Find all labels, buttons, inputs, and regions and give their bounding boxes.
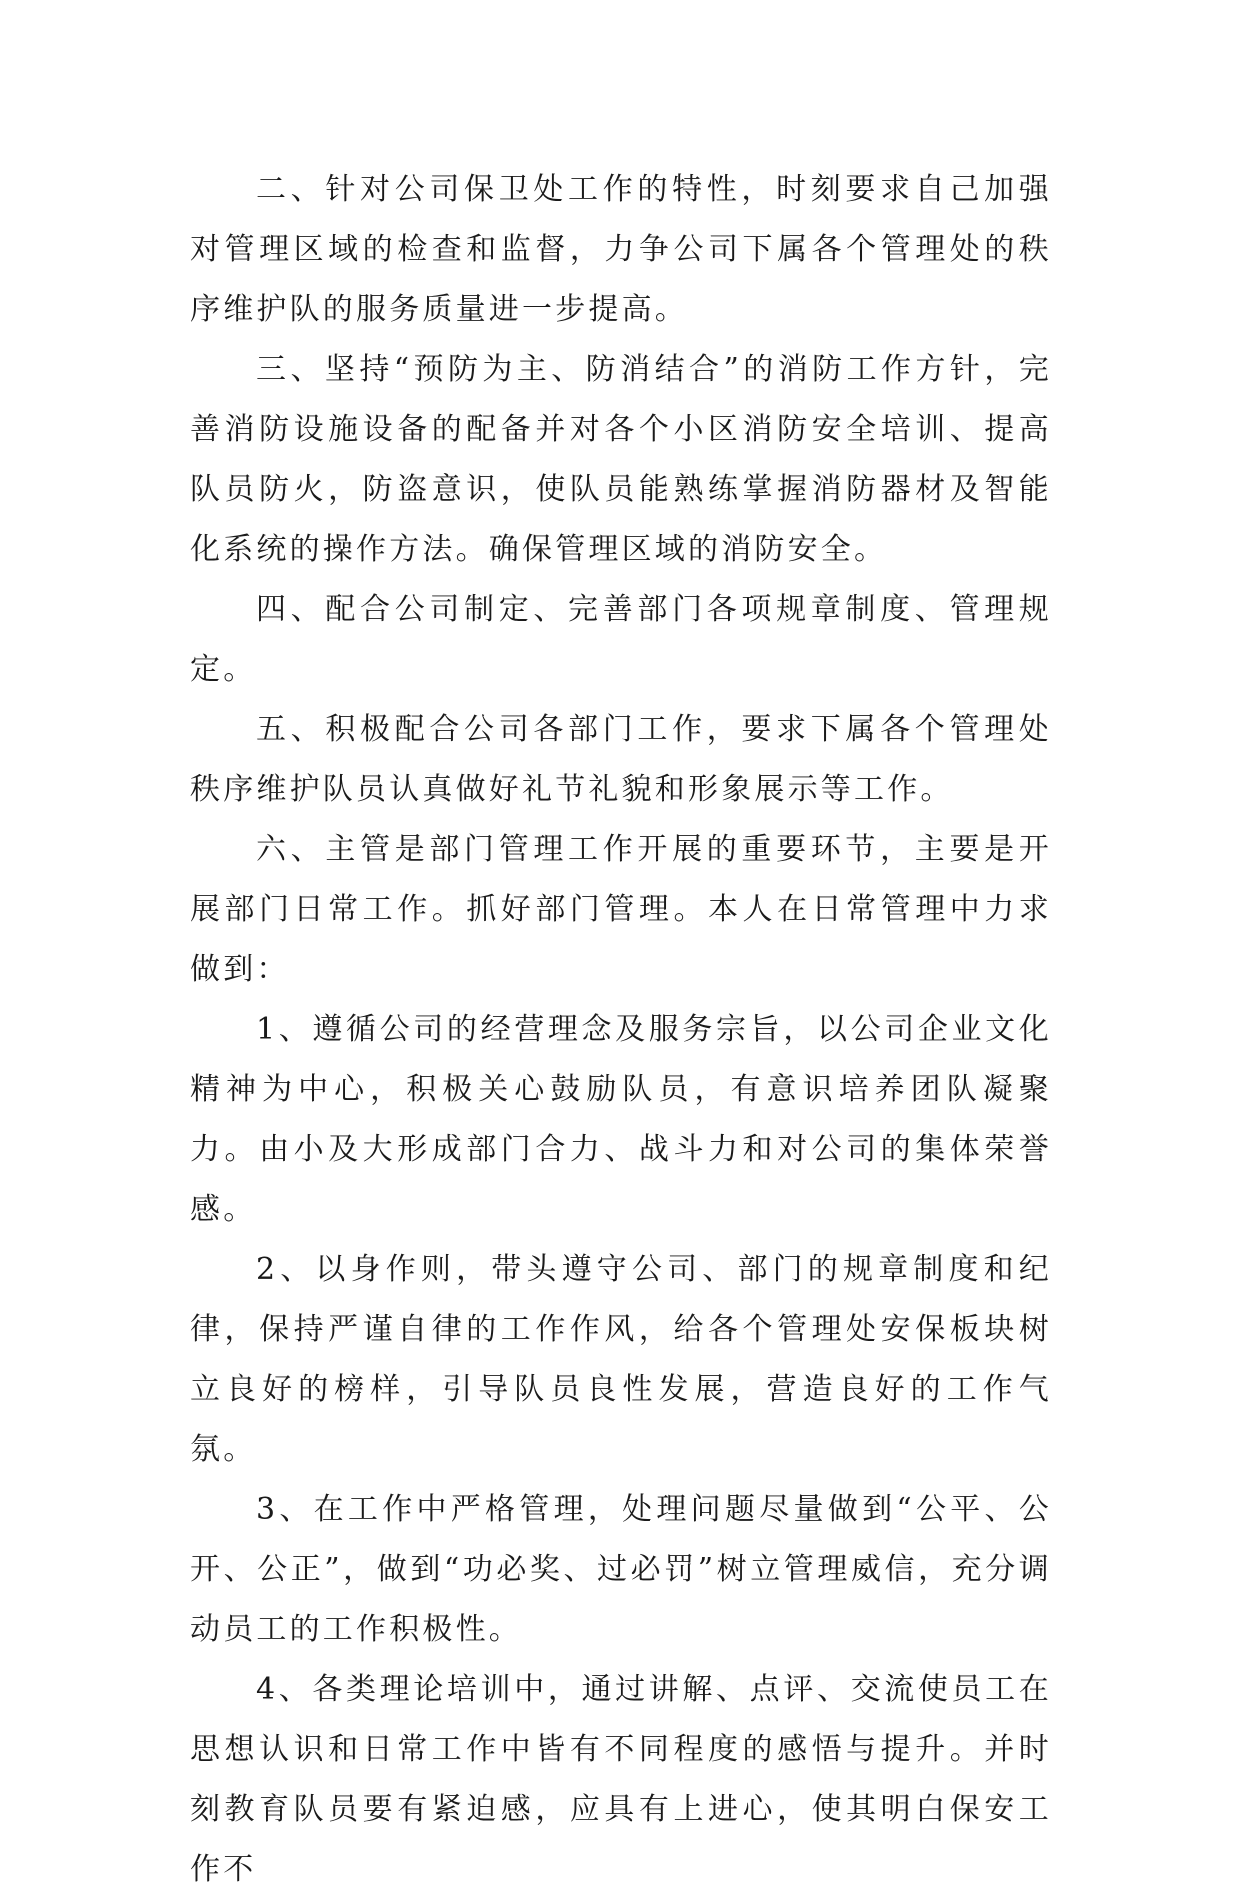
paragraph-3: 三、坚持“预防为主、防消结合”的消防工作方针，完善消防设施设备的配备并对各个小区消防安全培训、提高队员防火，防盗意识，使队员能熟练掌握消防器材及智能化系统的操作方法。确保管理区域的消防安全。 [190, 352, 1052, 567]
paragraph-6: 六、主管是部门管理工作开展的重要环节，主要是开展部门日常工作。抓好部门管理。本人在日常管理中力求做到： [190, 832, 1052, 987]
paragraph-2: 二、针对公司保卫处工作的特性，时刻要求自己加强对管理区域的检查和监督，力争公司下属各个管理处的秩序维护队的服务质量进一步提高。 [190, 172, 1052, 327]
paragraph-5: 五、积极配合公司各部门工作，要求下属各个管理处秩序维护队员认真做好礼节礼貌和形象展示等工作。 [190, 712, 1052, 807]
list-item-1: 1、遵循公司的经营理念及服务宗旨，以公司企业文化精神为中心，积极关心鼓励队员，有意识培养团队凝聚力。由小及大形成部门合力、战斗力和对公司的集体荣誉感。 [190, 1012, 1052, 1227]
list-item-4: 4、各类理论培训中，通过讲解、点评、交流使员工在思想认识和日常工作中皆有不同程度的感悟与提升。并时刻教育队员要有紧迫感，应具有上进心，使其明白保安工作不 [190, 1672, 1052, 1887]
list-item-3: 3、在工作中严格管理，处理问题尽量做到“公平、公开、公正”，做到“功必奖、过必罚”树立管理威信，充分调动员工的工作积极性。 [190, 1492, 1052, 1647]
list-item-2: 2、以身作则，带头遵守公司、部门的规章制度和纪律，保持严谨自律的工作作风，给各个管理处安保板块树立良好的榜样，引导队员良性发展，营造良好的工作气氛。 [190, 1252, 1052, 1467]
paragraph-4: 四、配合公司制定、完善部门各项规章制度、管理规定。 [190, 592, 1052, 687]
document-body [190, 160, 1052, 1900]
